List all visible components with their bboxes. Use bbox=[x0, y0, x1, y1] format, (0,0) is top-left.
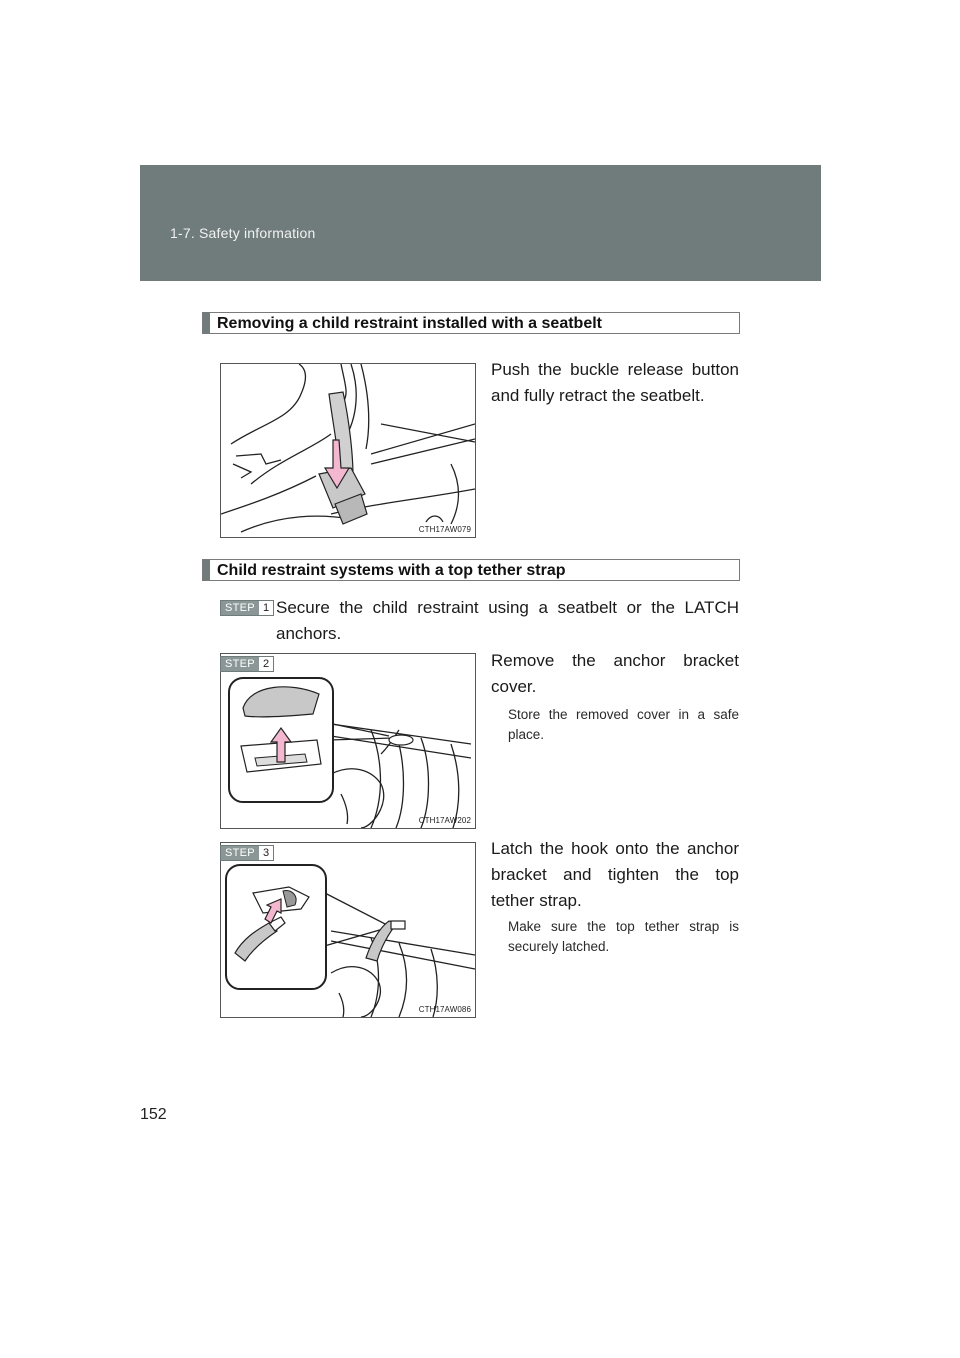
step-badge-2 bbox=[220, 656, 274, 672]
step-number: 1 bbox=[262, 602, 270, 614]
figure-latch-hook bbox=[220, 842, 476, 1018]
anchor-cover-illustration bbox=[221, 654, 475, 828]
heading-accent-bar bbox=[203, 313, 210, 333]
step-label: STEP bbox=[221, 846, 259, 860]
figure-code: CTH17AW202 bbox=[418, 816, 471, 825]
step-number: 3 bbox=[262, 847, 270, 859]
step-3-note: Make sure the top tether strap is securely latched. bbox=[508, 919, 739, 954]
section-heading-text: Removing a child restraint installed with a seatbelt bbox=[217, 315, 602, 332]
step-label: STEP bbox=[221, 601, 259, 615]
step-2-note: Store the removed cover in a safe place. bbox=[508, 707, 739, 742]
step-badge-3 bbox=[220, 845, 274, 861]
tether-hook-illustration bbox=[221, 843, 475, 1017]
section-breadcrumb: 1-7. Safety information bbox=[170, 225, 316, 241]
instruction-text: Push the buckle release button and fully retract the seatbelt. bbox=[491, 360, 739, 405]
buckle-release-illustration bbox=[221, 364, 475, 537]
section-heading-remove-restraint bbox=[202, 312, 740, 334]
header-band bbox=[140, 165, 821, 281]
step-label: STEP bbox=[221, 657, 259, 671]
step-number: 2 bbox=[262, 658, 270, 670]
heading-accent-bar bbox=[203, 560, 210, 580]
figure-code: CTH17AW079 bbox=[418, 525, 471, 534]
figure-buckle-release bbox=[220, 363, 476, 538]
section-heading-text: Child restraint systems with a top tether strap bbox=[217, 562, 566, 579]
figure-remove-cover bbox=[220, 653, 476, 829]
step-2-text: Remove the anchor bracket cover. bbox=[491, 651, 739, 696]
section-heading-top-tether bbox=[202, 559, 740, 581]
figure-code: CTH17AW086 bbox=[418, 1005, 471, 1014]
step-badge-1 bbox=[220, 600, 274, 616]
step-3-text: Latch the hook onto the anchor bracket and tighten the top tether strap. bbox=[491, 839, 739, 910]
page-number: 152 bbox=[140, 1106, 167, 1123]
step-1-text: Secure the child restraint using a seatbelt or the LATCH anchors. bbox=[276, 598, 739, 643]
